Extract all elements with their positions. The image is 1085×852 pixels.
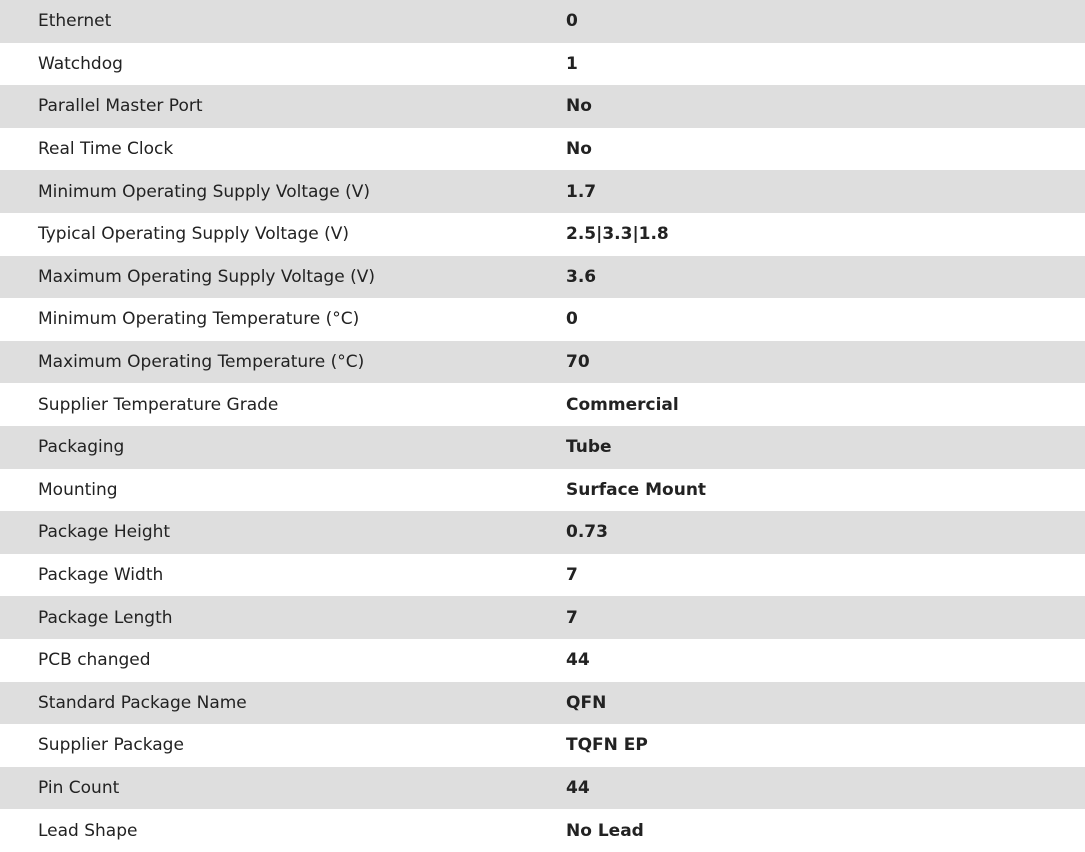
spec-label: Supplier Temperature Grade bbox=[38, 394, 279, 415]
spec-label: Package Width bbox=[38, 565, 164, 586]
spec-value: 44 bbox=[566, 777, 590, 798]
spec-label: Package Height bbox=[38, 522, 171, 543]
spec-label: Standard Package Name bbox=[38, 692, 247, 713]
spec-label: Maximum Operating Temperature (°C) bbox=[38, 352, 365, 373]
spec-value: 70 bbox=[566, 352, 590, 373]
spec-value: 44 bbox=[566, 650, 590, 671]
spec-value: 0.73 bbox=[566, 522, 608, 543]
spec-label: Minimum Operating Temperature (°C) bbox=[38, 309, 360, 330]
table-row bbox=[0, 213, 1085, 256]
table-row bbox=[0, 426, 1085, 469]
spec-label: PCB changed bbox=[38, 650, 151, 671]
table-row bbox=[0, 682, 1085, 725]
spec-value: 7 bbox=[566, 565, 578, 586]
spec-value: 1.7 bbox=[566, 181, 597, 202]
table-row bbox=[0, 170, 1085, 213]
table-row bbox=[0, 511, 1085, 554]
spec-value: QFN bbox=[566, 692, 607, 713]
spec-label: Ethernet bbox=[38, 11, 112, 32]
spec-label: Real Time Clock bbox=[38, 139, 174, 160]
spec-label: Package Length bbox=[38, 607, 173, 628]
table-row bbox=[0, 298, 1085, 341]
table-row bbox=[0, 767, 1085, 810]
table-row bbox=[0, 341, 1085, 384]
spec-value: Surface Mount bbox=[566, 479, 707, 500]
spec-value: 0 bbox=[566, 11, 578, 32]
table-row bbox=[0, 0, 1085, 43]
table-row bbox=[0, 383, 1085, 426]
spec-value: 2.5|3.3|1.8 bbox=[566, 224, 669, 245]
spec-value: 7 bbox=[566, 607, 578, 628]
spec-value: Tube bbox=[566, 437, 612, 458]
spec-value: 0 bbox=[566, 309, 578, 330]
table-row bbox=[0, 554, 1085, 597]
table-row bbox=[0, 43, 1085, 86]
spec-value: No bbox=[566, 96, 592, 117]
table-row bbox=[0, 639, 1085, 682]
spec-label: Supplier Package bbox=[38, 735, 184, 756]
table-row bbox=[0, 809, 1085, 852]
spec-label: Lead Shape bbox=[38, 820, 138, 841]
spec-label: Mounting bbox=[38, 479, 118, 500]
spec-label: Parallel Master Port bbox=[38, 96, 203, 117]
spec-value: 1 bbox=[566, 53, 578, 74]
spec-value: 3.6 bbox=[566, 266, 597, 287]
spec-value: TQFN EP bbox=[566, 735, 648, 756]
spec-label: Packaging bbox=[38, 437, 125, 458]
table-row bbox=[0, 85, 1085, 128]
table-row bbox=[0, 256, 1085, 299]
spec-label: Typical Operating Supply Voltage (V) bbox=[38, 224, 349, 245]
spec-label: Watchdog bbox=[38, 53, 123, 74]
spec-value: No Lead bbox=[566, 820, 644, 841]
table-row bbox=[0, 724, 1085, 767]
spec-label: Pin Count bbox=[38, 777, 120, 798]
table-row bbox=[0, 128, 1085, 171]
spec-label: Maximum Operating Supply Voltage (V) bbox=[38, 266, 375, 287]
table-row bbox=[0, 469, 1085, 512]
spec-label: Minimum Operating Supply Voltage (V) bbox=[38, 181, 370, 202]
spec-value: Commercial bbox=[566, 394, 679, 415]
spec-value: No bbox=[566, 139, 592, 160]
table-row bbox=[0, 596, 1085, 639]
